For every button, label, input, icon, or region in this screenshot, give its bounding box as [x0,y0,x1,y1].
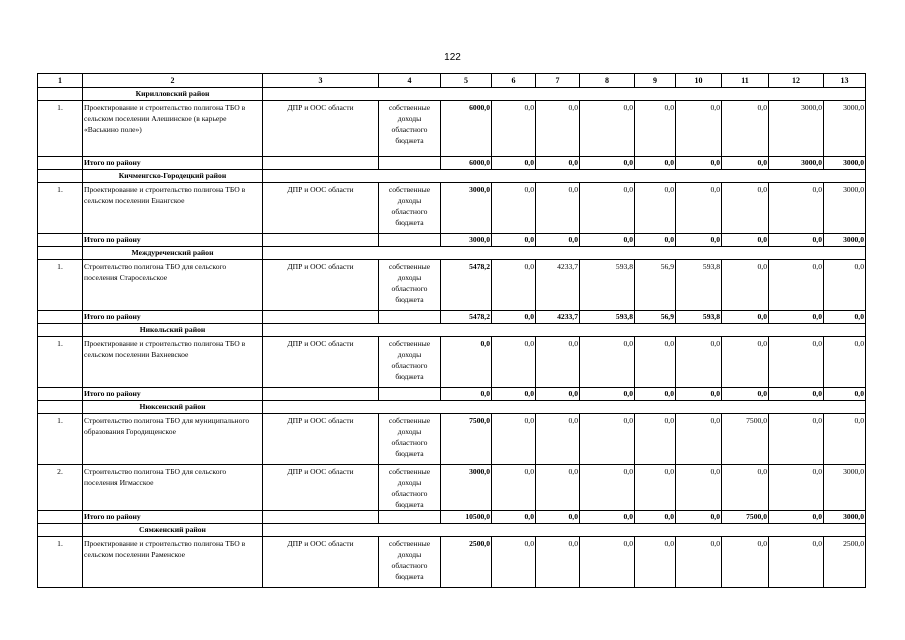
total-amount-cell: 0,0 [492,234,536,247]
total-amount-cell: 6000,0 [441,157,492,170]
amount-cell: 0,0 [492,101,536,157]
amount-cell: 3000,0 [441,183,492,234]
amount-cell: 593,8 [676,260,722,311]
amount-cell: 0,0 [441,337,492,388]
project-funding-source: собственные доходы областного бюджета [379,537,441,588]
amount-cell: 0,0 [635,183,676,234]
total-amount-cell: 0,0 [824,311,866,324]
total-amount-cell: 0,0 [769,234,824,247]
project-row [38,260,866,311]
total-amount-cell: 0,0 [536,388,580,401]
total-amount-cell: 0,0 [676,234,722,247]
total-amount-cell: 0,0 [635,234,676,247]
amount-cell: 2500,0 [441,537,492,588]
district-index-cell [38,324,83,337]
total-amount-cell: 0,0 [536,511,580,524]
project-row [38,337,866,388]
amount-cell: 0,0 [722,337,769,388]
amount-cell: 0,0 [580,414,635,465]
project-funding-source: собственные доходы областного бюджета [379,183,441,234]
amount-cell: 0,0 [492,183,536,234]
total-amount-cell: 0,0 [492,388,536,401]
total-amount-cell: 3000,0 [769,157,824,170]
project-executor: ДПР и ООС области [263,337,379,388]
total-amount-cell: 5478,2 [441,311,492,324]
total-amount-cell: 0,0 [722,234,769,247]
total-amount-cell: 0,0 [492,311,536,324]
project-funding-source: собственные доходы областного бюджета [379,465,441,511]
total-source-cell [379,157,441,170]
district-header-row [38,170,866,183]
total-amount-cell: 0,0 [536,157,580,170]
total-amount-cell: 3000,0 [824,234,866,247]
total-amount-cell: 0,0 [580,157,635,170]
total-index-cell [38,311,83,324]
amount-cell: 0,0 [635,537,676,588]
district-fill-cell [263,247,866,260]
total-amount-cell: 593,8 [676,311,722,324]
project-executor: ДПР и ООС области [263,414,379,465]
total-amount-cell: 0,0 [580,234,635,247]
district-index-cell [38,401,83,414]
amount-cell: 0,0 [580,101,635,157]
project-funding-source: собственные доходы областного бюджета [379,337,441,388]
district-index-cell [38,247,83,260]
total-amount-cell: 0,0 [769,311,824,324]
amount-cell: 0,0 [536,101,580,157]
project-index: 1. [38,101,83,157]
amount-cell: 4233,7 [536,260,580,311]
district-header-row [38,524,866,537]
total-amount-cell: 0,0 [580,388,635,401]
district-name: Никольский район [83,324,263,337]
amount-cell: 6000,0 [441,101,492,157]
amount-cell: 0,0 [722,537,769,588]
budget-table [37,73,866,588]
project-name: Проектирование и строительство полигона ТБО в сельском поселении Раменское [83,537,263,588]
amount-cell: 0,0 [536,414,580,465]
amount-cell: 0,0 [536,537,580,588]
total-index-cell [38,388,83,401]
total-amount-cell: 10500,0 [441,511,492,524]
district-index-cell [38,170,83,183]
district-fill-cell [263,401,866,414]
amount-cell: 0,0 [536,337,580,388]
amount-cell: 0,0 [580,537,635,588]
amount-cell: 7500,0 [441,414,492,465]
amount-cell: 0,0 [536,183,580,234]
amount-cell: 0,0 [769,337,824,388]
total-amount-cell: 0,0 [824,388,866,401]
amount-cell: 0,0 [769,465,824,511]
total-amount-cell: 0,0 [492,511,536,524]
amount-cell: 0,0 [769,260,824,311]
total-source-cell [379,311,441,324]
project-executor: ДПР и ООС области [263,465,379,511]
total-label: Итого по району [83,388,263,401]
total-index-cell [38,511,83,524]
project-row [38,101,866,157]
amount-cell: 0,0 [492,537,536,588]
total-index-cell [38,234,83,247]
column-header: 11 [722,74,769,88]
project-index: 1. [38,414,83,465]
amount-cell: 0,0 [635,337,676,388]
amount-cell: 0,0 [492,337,536,388]
amount-cell: 0,0 [676,465,722,511]
amount-cell: 0,0 [635,414,676,465]
project-row [38,537,866,588]
total-amount-cell: 0,0 [492,157,536,170]
total-amount-cell: 0,0 [769,511,824,524]
project-name: Проектирование и строительство полигона ТБО в сельском поселении Вахневское [83,337,263,388]
project-index: 1. [38,183,83,234]
district-name: Кичменгско-Городецкий район [83,170,263,183]
column-header: 2 [83,74,263,88]
total-source-cell [379,388,441,401]
total-amount-cell: 0,0 [722,311,769,324]
total-amount-cell: 0,0 [676,157,722,170]
amount-cell: 0,0 [635,101,676,157]
district-total-row [38,234,866,247]
project-name: Строительство полигона ТБО для сельского поселения Старосельское [83,260,263,311]
district-index-cell [38,524,83,537]
district-header-row [38,324,866,337]
project-executor: ДПР и ООС области [263,183,379,234]
column-header: 4 [379,74,441,88]
amount-cell: 5478,2 [441,260,492,311]
district-name: Междуреченский район [83,247,263,260]
amount-cell: 593,8 [580,260,635,311]
amount-cell: 0,0 [580,183,635,234]
total-amount-cell: 3000,0 [824,157,866,170]
amount-cell: 0,0 [492,414,536,465]
district-total-row [38,511,866,524]
total-label: Итого по району [83,234,263,247]
column-header: 9 [635,74,676,88]
amount-cell: 3000,0 [824,465,866,511]
amount-cell: 0,0 [676,537,722,588]
total-amount-cell: 0,0 [722,157,769,170]
amount-cell: 0,0 [676,101,722,157]
total-index-cell [38,157,83,170]
amount-cell: 0,0 [635,465,676,511]
project-executor: ДПР и ООС области [263,260,379,311]
district-fill-cell [263,170,866,183]
project-name: Строительство полигона ТБО для муниципального образования Городищенское [83,414,263,465]
district-header-row [38,88,866,101]
amount-cell: 3000,0 [824,183,866,234]
column-header: 8 [580,74,635,88]
column-header: 7 [536,74,580,88]
total-executor-cell [263,511,379,524]
project-name: Строительство полигона ТБО для сельского поселения Игмасское [83,465,263,511]
amount-cell: 0,0 [722,101,769,157]
district-index-cell [38,88,83,101]
district-fill-cell [263,88,866,101]
project-funding-source: собственные доходы областного бюджета [379,414,441,465]
amount-cell: 0,0 [769,183,824,234]
total-source-cell [379,511,441,524]
header-row [38,74,866,88]
district-name: Нюксенский район [83,401,263,414]
amount-cell: 0,0 [722,183,769,234]
column-header: 5 [441,74,492,88]
total-executor-cell [263,157,379,170]
column-header: 3 [263,74,379,88]
column-header: 13 [824,74,866,88]
project-name: Проектирование и строительство полигона ТБО в сельском поселении Алешинское (в карьере «Васькино поле») [83,101,263,157]
total-amount-cell: 0,0 [635,511,676,524]
total-amount-cell: 0,0 [676,511,722,524]
total-amount-cell: 593,8 [580,311,635,324]
total-amount-cell: 0,0 [580,511,635,524]
project-executor: ДПР и ООС области [263,537,379,588]
project-funding-source: собственные доходы областного бюджета [379,260,441,311]
amount-cell: 2500,0 [824,537,866,588]
table-body [38,88,866,588]
total-amount-cell: 0,0 [769,388,824,401]
amount-cell: 56,9 [635,260,676,311]
total-executor-cell [263,311,379,324]
project-funding-source: собственные доходы областного бюджета [379,101,441,157]
district-total-row [38,311,866,324]
total-amount-cell: 56,9 [635,311,676,324]
total-amount-cell: 0,0 [441,388,492,401]
district-fill-cell [263,324,866,337]
district-header-row [38,247,866,260]
amount-cell: 0,0 [676,183,722,234]
district-header-row [38,401,866,414]
column-header: 6 [492,74,536,88]
amount-cell: 0,0 [676,337,722,388]
total-amount-cell: 0,0 [635,388,676,401]
amount-cell: 0,0 [824,337,866,388]
column-header: 10 [676,74,722,88]
district-total-row [38,388,866,401]
total-label: Итого по району [83,157,263,170]
project-index: 1. [38,537,83,588]
amount-cell: 3000,0 [769,101,824,157]
total-executor-cell [263,388,379,401]
amount-cell: 3000,0 [824,101,866,157]
district-fill-cell [263,524,866,537]
project-row [38,414,866,465]
project-executor: ДПР и ООС области [263,101,379,157]
project-index: 1. [38,337,83,388]
column-header: 1 [38,74,83,88]
amount-cell: 0,0 [676,414,722,465]
amount-cell: 0,0 [580,337,635,388]
project-index: 1. [38,260,83,311]
amount-cell: 0,0 [769,414,824,465]
amount-cell: 0,0 [492,260,536,311]
amount-cell: 0,0 [536,465,580,511]
total-label: Итого по району [83,311,263,324]
amount-cell: 0,0 [722,465,769,511]
total-label: Итого по району [83,511,263,524]
district-name: Кирилловский район [83,88,263,101]
total-amount-cell: 0,0 [676,388,722,401]
amount-cell: 0,0 [580,465,635,511]
total-source-cell [379,234,441,247]
amount-cell: 3000,0 [441,465,492,511]
total-executor-cell [263,234,379,247]
amount-cell: 0,0 [492,465,536,511]
amount-cell: 0,0 [722,260,769,311]
project-name: Проектирование и строительство полигона ТБО в сельском поселении Енангское [83,183,263,234]
amount-cell: 0,0 [824,260,866,311]
total-amount-cell: 7500,0 [722,511,769,524]
total-amount-cell: 3000,0 [824,511,866,524]
total-amount-cell: 0,0 [722,388,769,401]
project-row [38,465,866,511]
amount-cell: 0,0 [769,537,824,588]
total-amount-cell: 0,0 [635,157,676,170]
amount-cell: 0,0 [824,414,866,465]
total-amount-cell: 0,0 [536,234,580,247]
district-total-row [38,157,866,170]
total-amount-cell: 4233,7 [536,311,580,324]
amount-cell: 7500,0 [722,414,769,465]
project-index: 2. [38,465,83,511]
total-amount-cell: 3000,0 [441,234,492,247]
project-row [38,183,866,234]
page-number: 122 [444,52,461,63]
column-header: 12 [769,74,824,88]
district-name: Сямженский район [83,524,263,537]
